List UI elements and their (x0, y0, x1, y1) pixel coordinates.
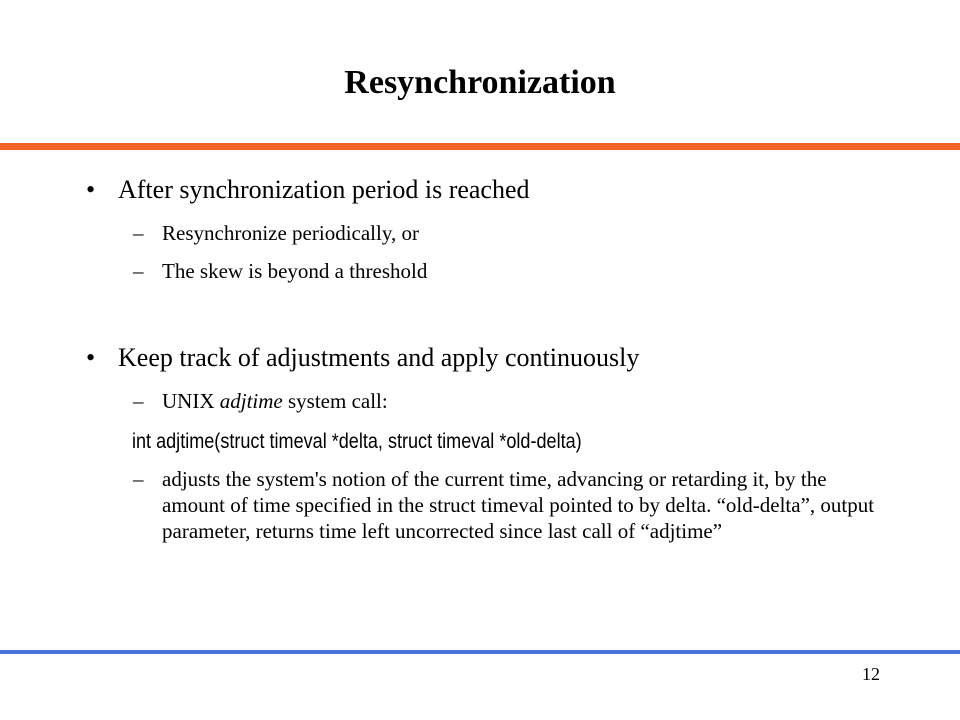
sub-bullet-unix-adjtime (133, 388, 388, 415)
bullet-text: After synchronization period is reached (118, 175, 530, 204)
sub-bullet-resync-periodically (133, 220, 419, 247)
sub-bullet-text: Resynchronize periodically, or (162, 221, 419, 245)
bullet-marker: • (86, 175, 96, 204)
sub-bullet-text-prefix: UNIX (162, 389, 220, 413)
adjtime-description (133, 466, 893, 544)
sub-bullet-text: The skew is beyond a threshold (162, 259, 428, 283)
bullet-text: Keep track of adjustments and apply continuously (118, 343, 640, 372)
dash-marker: – (133, 389, 144, 413)
title-divider (0, 143, 960, 150)
dash-marker: – (133, 259, 144, 283)
adjtime-term: adjtime (219, 389, 283, 413)
adjtime-signature: int adjtime(struct timeval *delta, struct timeval *old-delta) (132, 430, 582, 453)
sub-bullet-skew-threshold (133, 258, 427, 285)
bullet-marker: • (86, 343, 96, 372)
dash-marker: – (133, 221, 144, 245)
bullet-keep-track-adjustments (86, 342, 639, 374)
slide-title: Resynchronization (344, 64, 616, 101)
page-number: 12 (862, 664, 880, 684)
bullet-synchronization-period (86, 174, 530, 206)
dash-marker: – (133, 467, 144, 491)
footer-divider (0, 650, 960, 654)
sub-bullet-text-suffix: system call: (282, 389, 388, 413)
description-text: adjusts the system's notion of the current time, advancing or retarding it, by the amount of time specified in the struct timeval pointed to by delta. “old-delta”, output parameter, returns time left uncorrected since last call of “adjtime” (162, 467, 875, 543)
